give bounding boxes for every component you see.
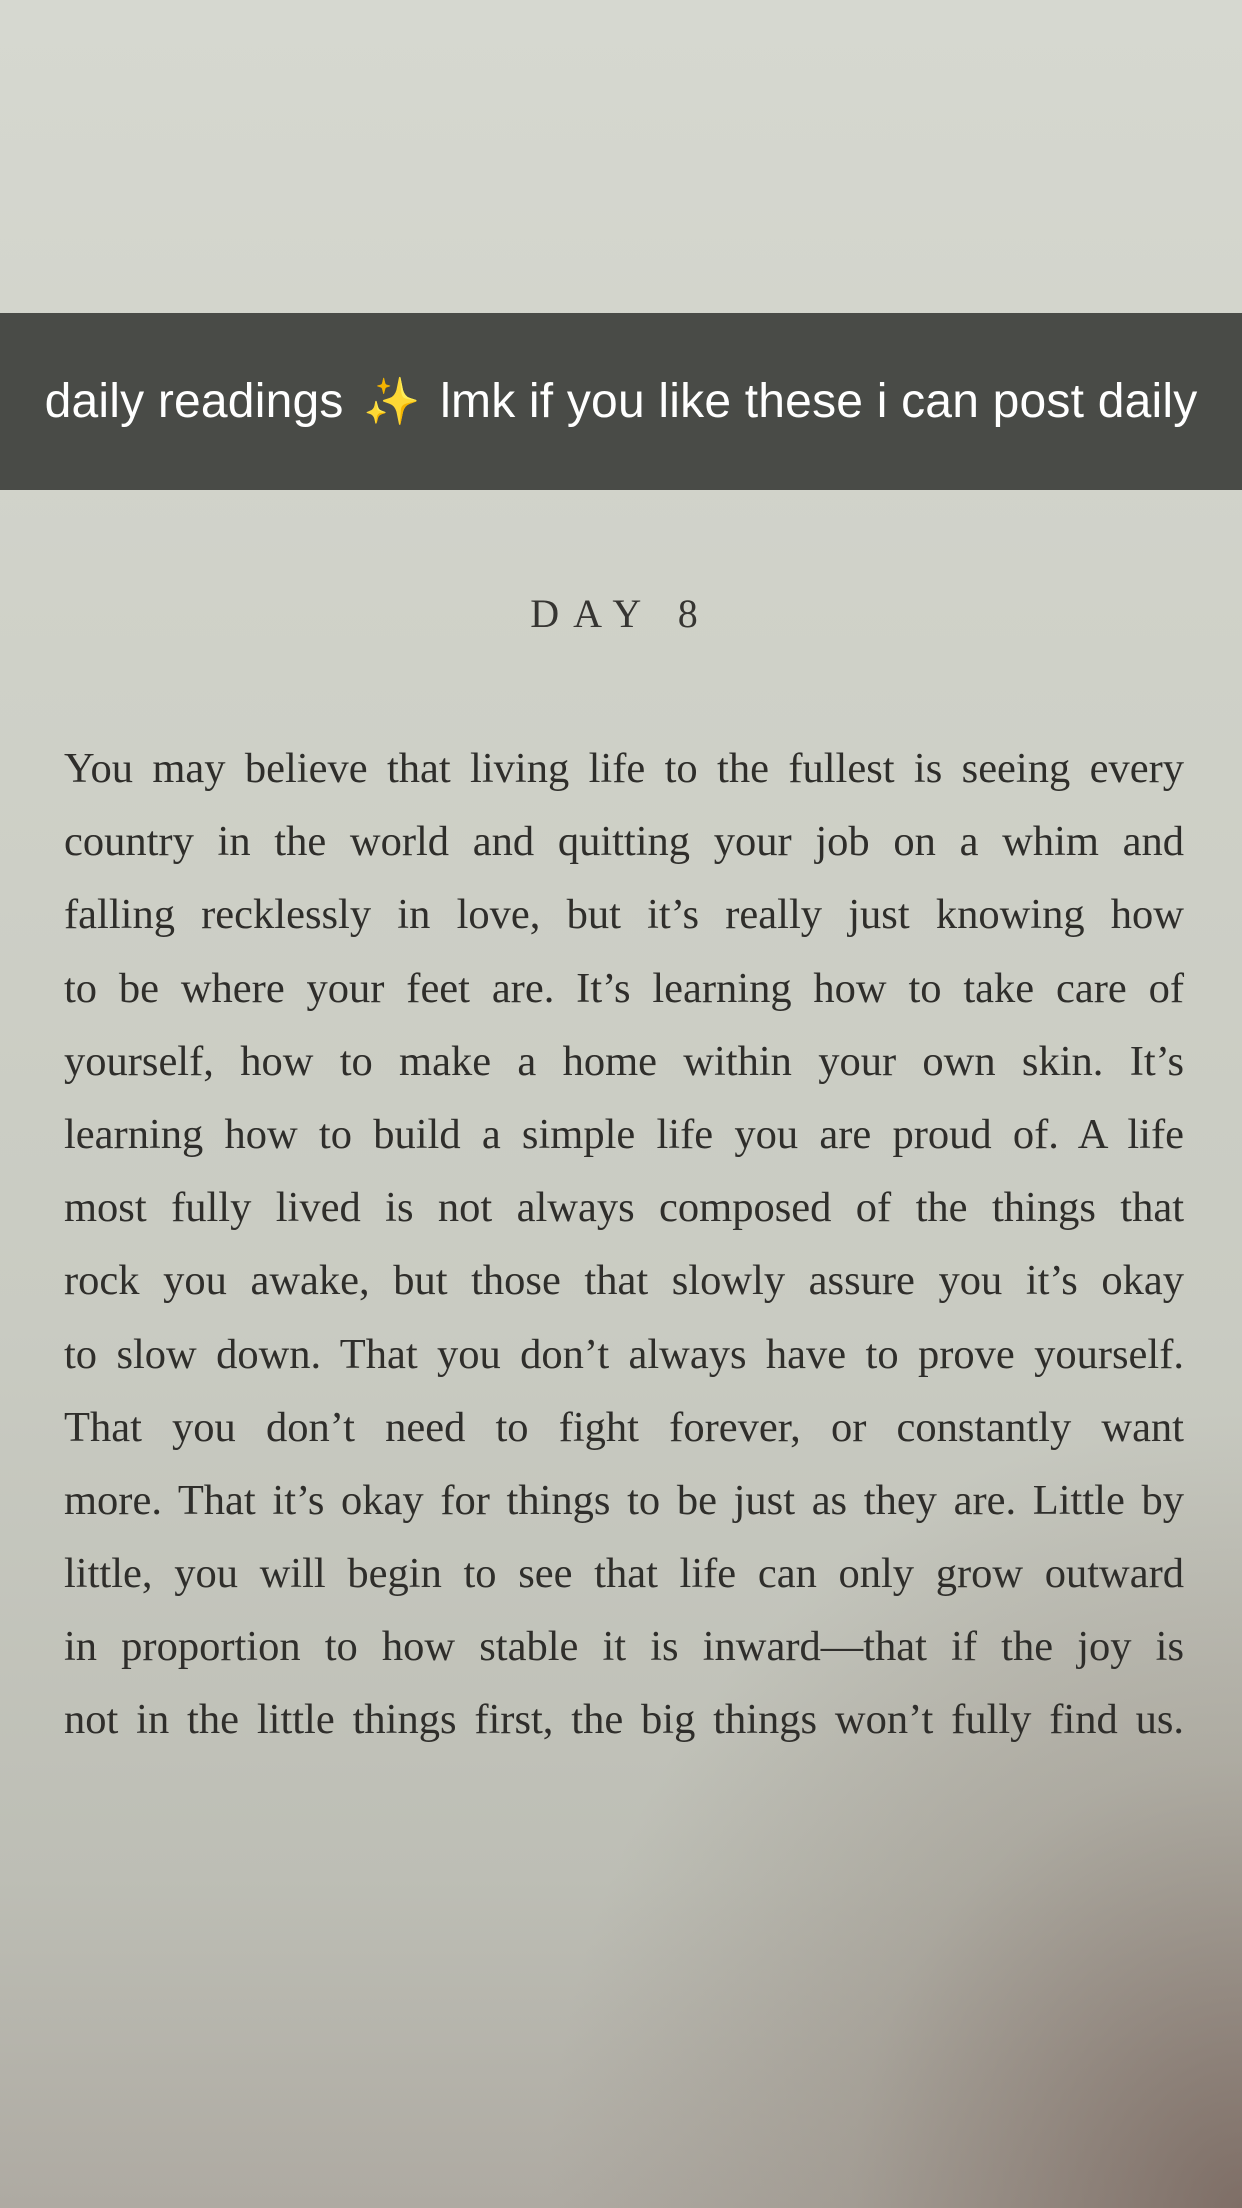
reading-paragraph [64, 732, 1184, 1757]
reading-line: to slow down. That you don’t always have to prove yourself. [64, 1330, 1184, 1378]
reading-line: yourself, how to make a home within your own skin. It’s [64, 1037, 1184, 1085]
reading-line: more. That it’s okay for things to be just as they are. Little by [64, 1476, 1184, 1524]
sparkles-icon: ✨ [363, 375, 421, 427]
caption-bar[interactable] [0, 313, 1242, 490]
reading-line: falling recklessly in love, but it’s really just knowing how [64, 891, 1184, 939]
reading-line: learning how to build a simple life you are proud of. A life [64, 1110, 1184, 1158]
reading-line: to be where your feet are. It’s learning how to take care of [64, 964, 1184, 1012]
reading-line: little, you will begin to see that life can only grow outward [64, 1550, 1184, 1598]
reading-line: You may believe that living life to the fullest is seeing every [64, 745, 1184, 792]
caption-text-start: daily readings [44, 375, 344, 428]
reading-line: rock you awake, but those that slowly assure you it’s okay [64, 1257, 1184, 1305]
caption-text [21, 371, 1221, 432]
reading-line: in proportion to how stable it is inward—that if the joy is [64, 1623, 1184, 1671]
reading-line: country in the world and quitting your job on a whim and [64, 818, 1184, 866]
day-heading: DAY 8 [530, 591, 712, 636]
reading-line: not in the little things first, the big things won’t fully find us. [64, 1696, 1184, 1744]
caption-text-end: lmk if you like these i can post daily [440, 375, 1198, 428]
reading-line: That you don’t need to fight forever, or constantly want [64, 1403, 1184, 1451]
reading-line: most fully lived is not always composed of the things that [64, 1184, 1184, 1232]
